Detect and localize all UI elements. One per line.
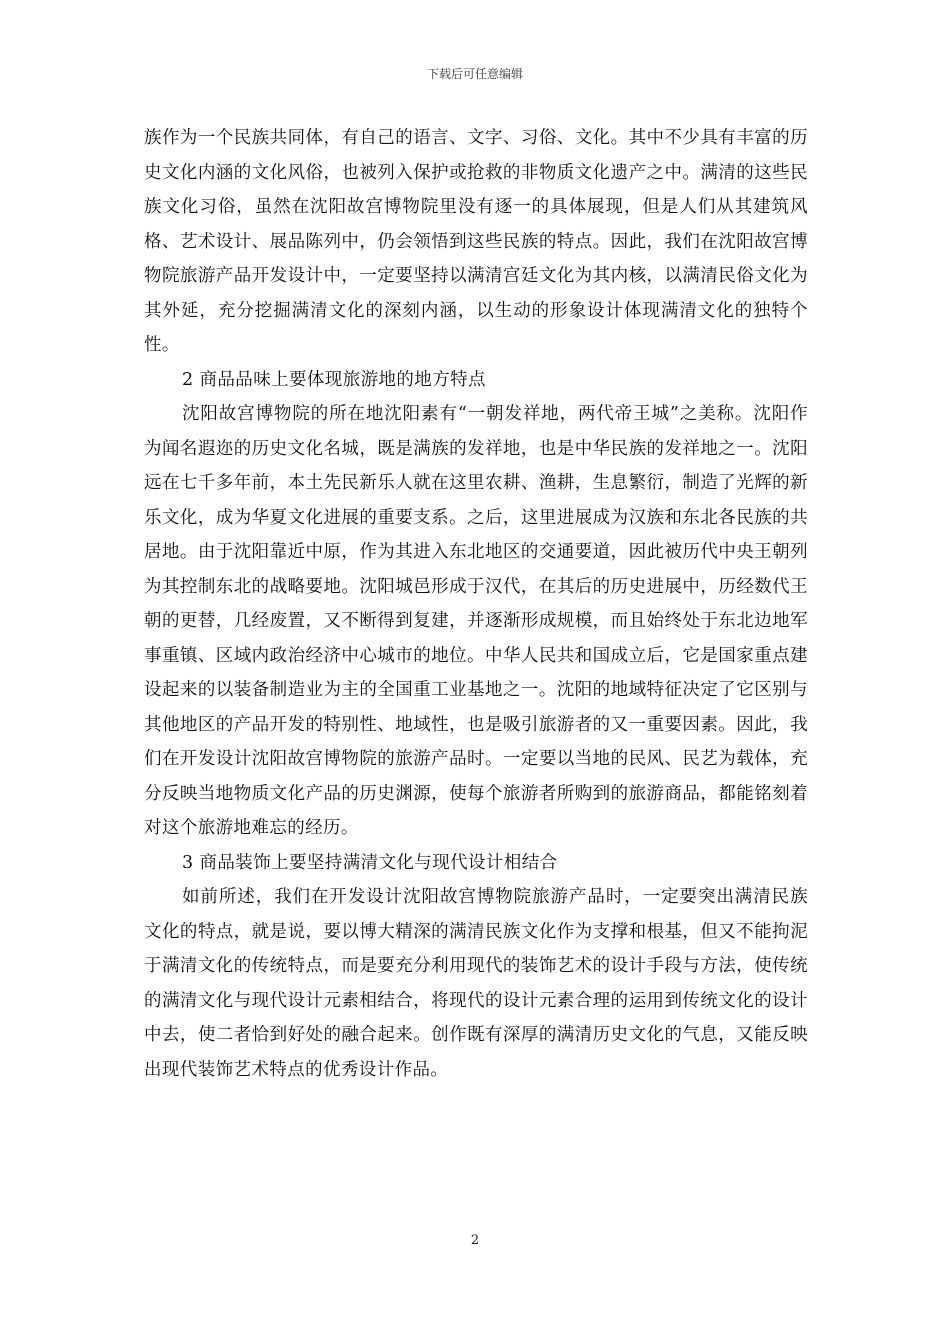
paragraph-continuation: 族作为一个民族共同体，有自己的语言、文字、习俗、文化。其中不少具有丰富的历史文化内涵的文化风俗，也被列入保护或抢救的非物质文化遗产之中。满清的这些民族文化习俗，虽然在沈阳故宫博物院里没有逐一的具体展现，但是人们从其建筑风格、艺术设计、展品陈列中，仍会领悟到这些民族的特点。因此，我们在沈阳故宫博物院旅游产品开发设计中，一定要坚持以满清宫廷文化为其内核，以满清民俗文化为其外延，充分挖掘满清文化的深刻内涵，以生动的形象设计体现满清文化的独特个性。 [144,128,808,355]
document-body [144,121,808,1087]
paragraph-modern-design: 如前所述，我们在开发设计沈阳故宫博物院旅游产品时，一定要突出满清民族文化的特点，就是说，要以博大精深的满清民族文化作为支撑和根基，但又不能拘泥于满清文化的传统特点，而是要充分利用现代的装饰艺术的设计手段与方法，使传统的满清文化与现代设计元素相结合，将现代的设计元素合理的运用到传统文化的设计中去，使二者恰到好处的融合起来。创作既有深厚的满清历史文化的气息，又能反映出现代装饰艺术特点的优秀设计作品。 [144,887,808,1080]
section-heading-3: 3 商品装饰上要坚持满清文化与现代设计相结合 [182,852,558,873]
page-header: 下载后可任意编辑 [426,67,523,81]
section-heading-2: 2 商品品味上要体现旅游地的地方特点 [182,369,486,390]
page-number: 2 [470,1233,480,1248]
paragraph-local-features: 沈阳故宫博物院的所在地沈阳素有“一朝发祥地，两代帝王城”之美称。沈阳作为闻名遐迩的历史文化名城，既是满族的发祥地，也是中华民族的发祥地之一。沈阳远在七千多年前，本土先民新乐人就在这里农耕、渔耕，生息繁衍，制造了光辉的新乐文化，成为华夏文化进展的重要支系。之后，这里进展成为汉族和东北各民族的共居地。由于沈阳靠近中原，作为其进入东北地区的交通要道，因此被历代中央王朝列为其控制东北的战略要地。沈阳城邑形成于汉代，在其后的历史进展中，历经数代王朝的更替，几经废置，又不断得到复建，并逐渐形成规模，而且始终处于东北边地军事重镇、区域内政治经济中心城市的地位。中华人民共和国成立后，它是国家重点建设起来的以装备制造业为主的全国重工业基地之一。沈阳的地域特征决定了它区别与其他地区的产品开发的特别性、地域性，也是吸引旅游者的又一重要因素。因此，我们在开发设计沈阳故宫博物院的旅游产品时。一定要以当地的民风、民艺为载体，充分反映当地物质文化产品的历史渊源，使每个旅游者所购到的旅游商品，都能铭刻着对这个旅游地难忘的经历。 [144,404,808,838]
